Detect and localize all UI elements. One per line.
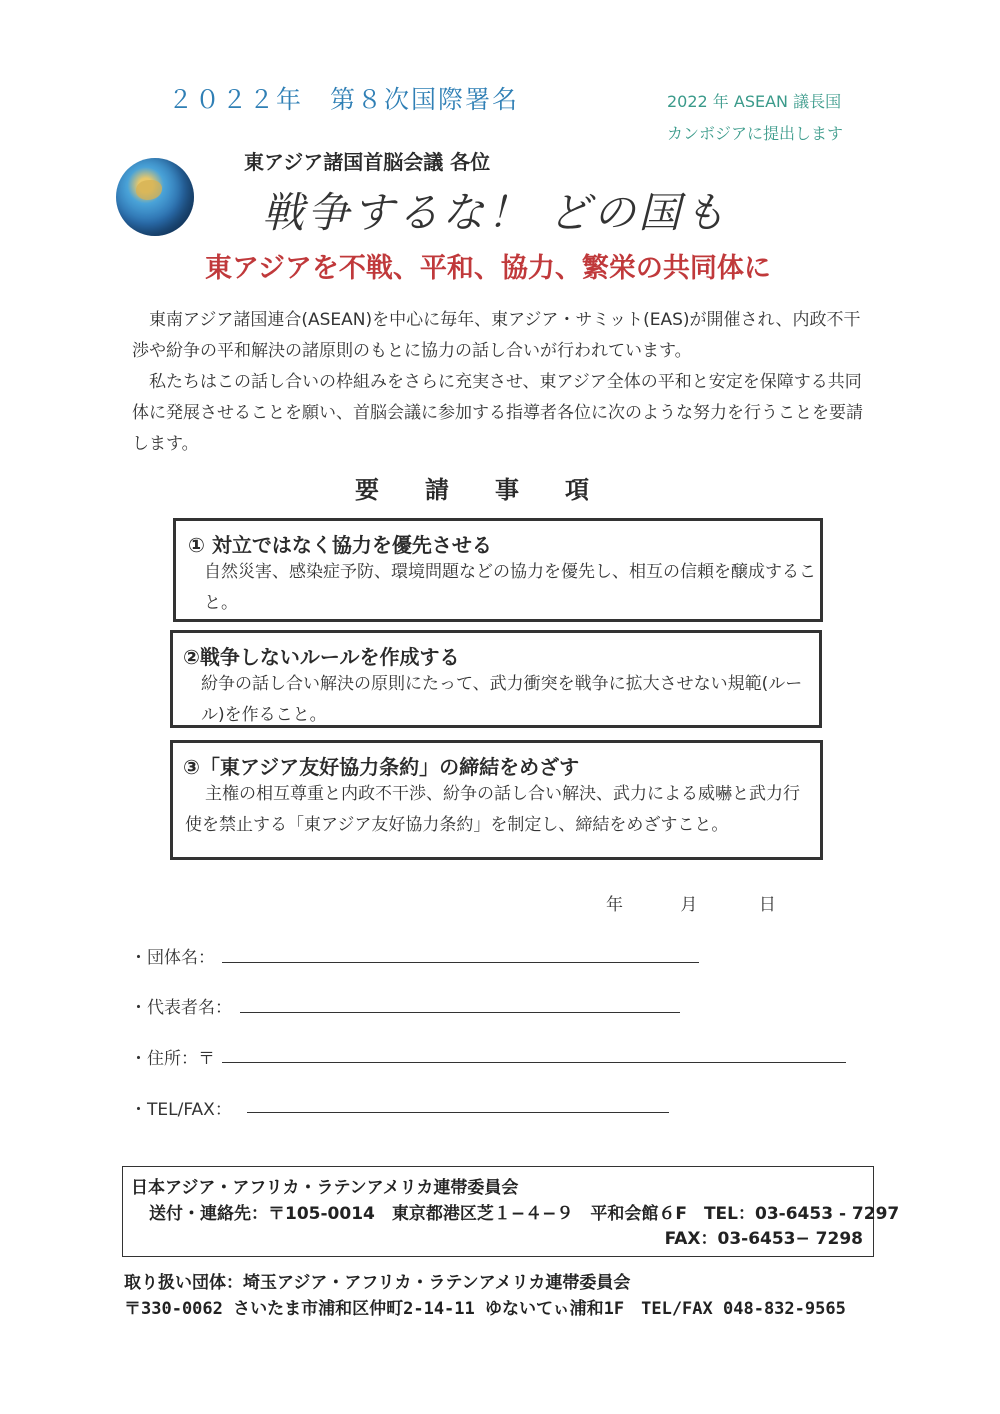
intro-text [132,305,868,460]
date-month-label: 月 [680,895,698,915]
request-body-2: 紛争の話し合い解決の原則にたって、武力衝突を戦争に拡大させない規範(ルール)を作ること。 [201,674,803,725]
addressee: 東アジア諸国首脳会議 各位 [244,150,491,174]
date-line [606,890,776,915]
representative-field[interactable] [240,1012,680,1013]
slogan: 戦争するな！ どの国も [262,188,729,237]
address-label: ・住所：〒 [130,1049,215,1069]
representative-label: ・代表者名： [130,998,232,1018]
request-body-1: 自然災害、感染症予防、環境問題などの協力を優先し、相互の信頼を醸成すること。 [204,562,816,613]
date-year-label: 年 [606,895,623,915]
organization-label: ・団体名： [130,948,215,968]
address-field[interactable] [222,1062,846,1063]
requests-heading: 要請事項 [355,475,635,504]
organizer-fax: FAX：03-6453− 7298 [664,1229,863,1249]
handler-address: 〒330-0062 さいたま市浦和区仲町2-14-11 ゆないてぃ浦和1F TEL/FAX 048-832-9565 [124,1299,846,1319]
submission-note-line-1: 2022 年 ASEAN 議長国 [667,92,842,111]
petition-title: ２０２２年 第８次国際署名 [168,85,520,114]
intro-paragraph-2: 私たちはこの話し合いの枠組みをさらに充実させ、東アジア全体の平和と安定を保障する共同体に発展させることを願い、首脳会議に参加する指導者各位に次のような努力を行うことを要請します。 [132,372,863,454]
submission-note-line-2: カンボジアに提出します [667,124,844,143]
organizer-name: 日本アジア・アフリカ・ラテンアメリカ連帯委員会 [131,1178,519,1198]
intro-paragraph-1: 東南アジア諸国連合(ASEAN)を中心に毎年、東アジア・サミット(EAS)が開催され、内政不干渉や紛争の平和解決の諸原則のもとに協力の話し合いが行われています。 [132,310,861,361]
organizer-contact: 送付・連絡先：〒105-0014 東京都港区芝１−４−９ 平和会館６F TEL：03-6453 - 7297 [149,1204,900,1224]
organization-field[interactable] [222,962,699,963]
telfax-label: ・TEL/FAX： [130,1100,232,1120]
request-body-3: 主権の相互尊重と内政不干渉、紛争の話し合い解決、武力による威嚇と武力行使を禁止する「東アジア友好協力条約」を制定し、締結をめざすこと。 [185,784,800,835]
telfax-field[interactable] [247,1112,669,1113]
handler-organization: 取り扱い団体：埼玉アジア・アフリカ・ラテンアメリカ連帯委員会 [124,1273,631,1293]
organizer-box [122,1166,900,1257]
request-title-3: ③「東アジア友好協力条約」の締結をめざす [183,755,580,779]
request-box-3 [170,740,823,860]
request-box-1 [173,518,823,622]
submission-note [667,86,843,150]
globe-icon [116,158,194,236]
subtitle: 東アジアを不戦、平和、協力、繁栄の共同体に [205,253,771,284]
date-day-label: 日 [758,895,776,915]
request-box-2 [170,630,822,728]
request-title-1: ① 対立ではなく協力を優先させる [188,533,492,557]
request-title-2: ②戦争しないルールを作成する [183,645,460,669]
